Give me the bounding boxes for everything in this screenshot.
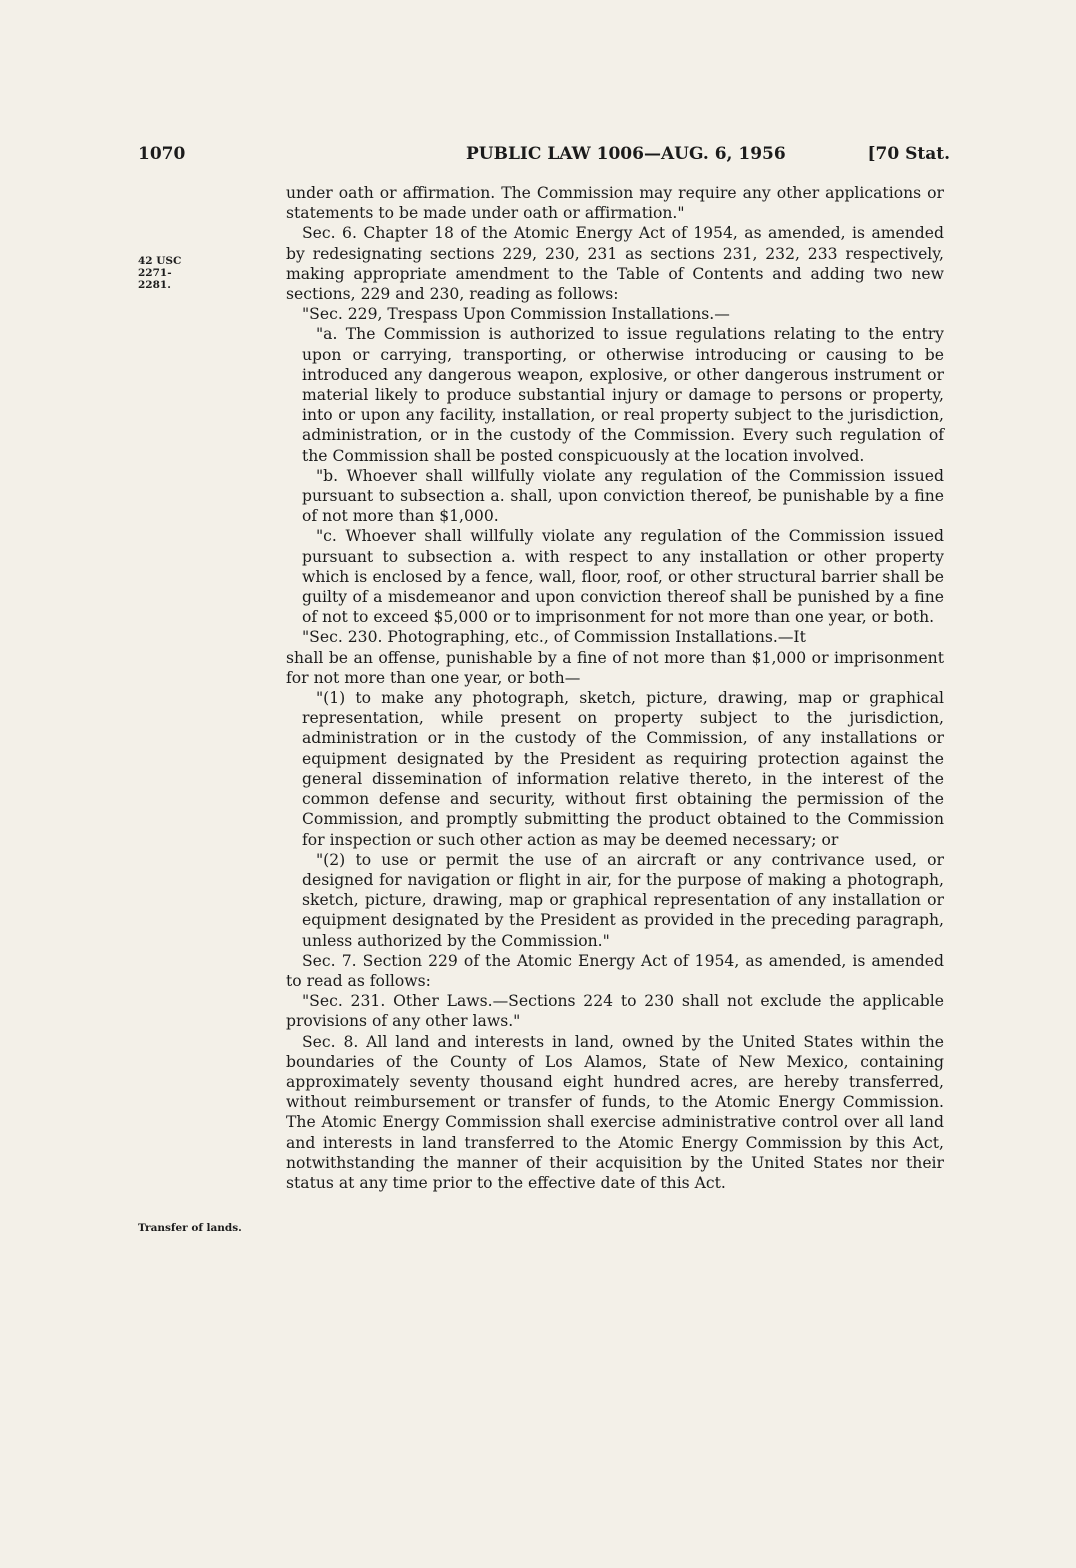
section-230-heading: "Sec. 230. Photographing, etc., of Commission Installations.—It — [302, 628, 806, 647]
section-229-b: "b. Whoever shall willfully violate any regulation of the Commission issued pursuant to subsection a. shall, upon conviction thereof, be punishable by a fine of not more than $1,000. — [302, 466, 944, 526]
section-7: Sec. 7. Section 229 of the Atomic Energy Act of 1954, as amended, is amended to read as follows: — [286, 951, 944, 990]
page-header — [138, 144, 950, 170]
margin-note-usc: 42 USC 2271-2281. — [138, 255, 182, 291]
section-229-a: "a. The Commission is authorized to issue regulations relating to the entry upon or carrying, transporting, or otherwise introducing or causing to be introduced any dangerous weapon, explosive, or other dangerous instrument or material likely to produce substantial injury or damage to persons or property, into or upon any facility, installation, or real property subject to the jurisdiction, administration, or in the custody of the Commission. Every such regulation of the Commission shall be posted conspicuously at the location involved. — [302, 325, 944, 465]
section-230-item-1: "(1) to make any photograph, sketch, picture, drawing, map or graphical representation, while present on property subject to the jurisdiction, administration or in the custody of the Commission, of any installations or equipment designated by the President as requiring protection against the general dissemination of information relative thereto, in the interest of the common defense and security, without first obtaining the permission of the Commission, and promptly submitting the product obtained to the Commission for inspection or such other action as may be deemed necessary; or — [302, 689, 944, 849]
statute-reference: [70 Stat. — [867, 144, 950, 164]
section-230-text: shall be an offense, punishable by a fine of not more than $1,000 or imprisonment for not more than one year, or both— — [286, 648, 944, 687]
section-230-item-2: "(2) to use or permit the use of an aircraft or any contrivance used, or designed for navigation or flight in air, for the purpose of making a photograph, sketch, picture, drawing, map or graphical representation of any installation or equipment designated by the President as provided in the preceding paragraph, unless authorized by the Commission." — [302, 850, 944, 950]
section-229-c: "c. Whoever shall willfully violate any regulation of the Commission issued pursuant to subsection a. with respect to any installation or other property which is enclosed by a fence, wall, floor, roof, or other structural barrier shall be guilty of a misdemeanor and upon conviction thereof shall be punished by a fine of not to exceed $5,000 or to imprisonment for not more than one year, or both. — [302, 527, 944, 627]
body-text — [286, 183, 944, 1193]
section-8: Sec. 8. All land and interests in land, owned by the United States within the boundaries of the County of Los Alamos, State of New Mexico, containing approximately seventy thousand eight hundred acres, are hereby transferred, without reimbursement or transfer of funds, to the Atomic Energy Commission. The Atomic Energy Commission shall exercise administrative control over all land and interests in land transferred to the Atomic Energy Commission by this Act, notwithstanding the manner of their acquisition by the United States nor their status at any time prior to the effective date of this Act. — [286, 1032, 944, 1192]
section-231: "Sec. 231. Other Laws.—Sections 224 to 230 shall not exclude the applicable provisions of any other laws." — [286, 992, 944, 1031]
margin-note-transfer: Transfer of lands. — [138, 1222, 242, 1234]
page-title: PUBLIC LAW 1006—AUG. 6, 1956 — [466, 144, 786, 164]
section-229-heading: "Sec. 229, Trespass Upon Commission Installations.— — [302, 305, 730, 324]
page-number: 1070 — [138, 144, 186, 164]
section-6: Sec. 6. Chapter 18 of the Atomic Energy Act of 1954, as amended, is amended by redesignating sections 229, 230, 231 as sections 231, 232, 233 respectively, making appropriate amendment to the Table of Contents and adding two new sections, 229 and 230, reading as follows: — [286, 224, 944, 304]
paragraph-continuation: under oath or affirmation. The Commission may require any other applications or statements to be made under oath or affirmation." — [286, 184, 944, 223]
